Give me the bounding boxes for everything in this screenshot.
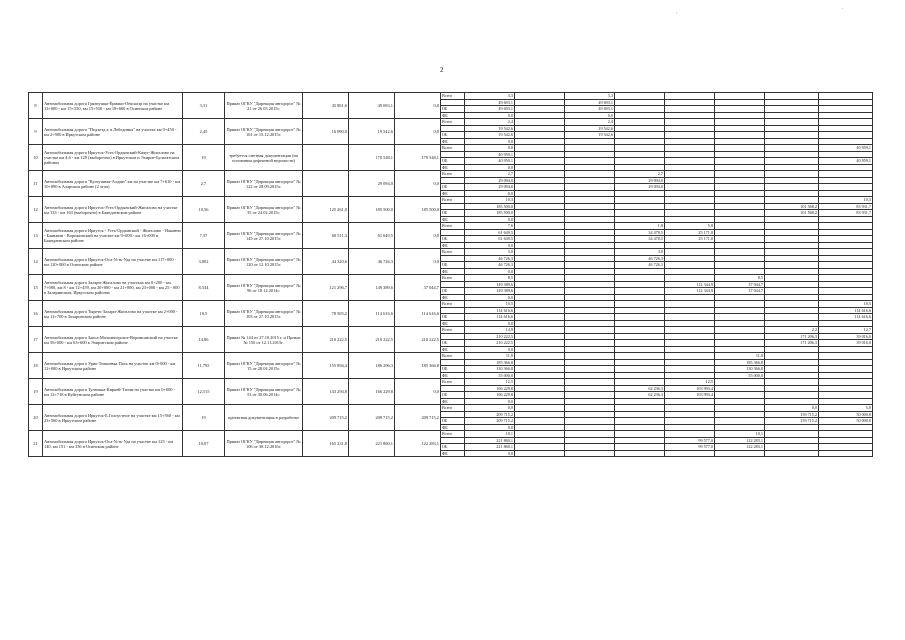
document-ref: Приказ ОГКУ "Дирекция автодорог" № 53 от 30.06.2014г. [225,379,303,405]
year-value: 114 616,6 [819,314,873,321]
total-cost: 209 715,2 [349,405,395,431]
year-value: 49 693,1 [465,106,515,113]
funding-label: ОБ [441,314,465,321]
remaining-cost: 209 715,2 [395,405,441,431]
estimated-cost [303,145,349,171]
year-value: 46 726,3 [615,262,665,269]
row-number: 18 [29,353,43,379]
estimated-cost: 209 715,2 [303,405,349,431]
total-cost: 149 389,6 [349,275,395,301]
estimated-cost: 78 505,2 [303,301,349,327]
year-value: 10,5 [465,301,515,308]
row-number: 14 [29,249,43,275]
year-value: 185 500,0 [465,203,515,210]
road-name: Автомобильная дорога Иркутск-Усть-Ордынский-Качуг-Жигалово на участке км 4,6 - км 129 (выборочно) в Иркутском и Эхирит-Булагатском районах [43,145,183,171]
funding-label: ОБ [441,158,465,165]
funding-label: ОБ [441,262,465,269]
road-length: 2,7 [183,171,225,197]
road-length: 3,002 [183,249,225,275]
row-number: 15 [29,275,43,301]
funding-label: Всего [441,301,465,308]
year-value: 83 931,7 [819,210,873,217]
year-value: 39 016,0 [819,333,873,340]
funding-label: ФБ [441,424,465,431]
year-value: 114 616,6 [465,307,515,314]
road-name: Автомобильная дорога Грязнушка-Ёрмаки-Оёкскоэр на участке км 13+000 - км 15+550, км 15+550 - км 18+660 в Осинском районе [43,93,183,119]
document-ref: Приказ ОГКУ "Дирекция автодорог" № 122 от 28.09.2015г. [225,171,303,197]
estimated-cost: 45 801,6 [303,93,349,119]
year-value: 114 616,6 [465,314,515,321]
funding-label: ФБ [441,320,465,327]
remaining-cost: 0,0 [395,249,441,275]
year-value: 10,1 [715,431,765,438]
year-value: 11,8 [715,353,765,360]
year-value: 25 171,0 [665,236,715,243]
year-value [665,450,715,457]
year-value: 101 568,2 [765,203,819,210]
estimated-cost: 121 296,7 [303,275,349,301]
year-value: 2,4 [565,119,615,126]
row-number: 20 [29,405,43,431]
year-value: 130 366,8 [465,366,515,373]
year-value: 0,0 [465,164,515,171]
year-value: 3,0 [615,249,665,256]
estimated-cost: 210 222,5 [303,327,349,353]
year-value: 171 206,3 [765,333,819,340]
year-value: 0,0 [465,424,515,431]
funding-label: ФБ [441,216,465,223]
year-value: 12,5 [665,379,715,386]
year-value: 101 568,2 [765,210,819,217]
total-cost: 29 094,0 [349,171,395,197]
road-name: Автомобильная дорога "Култушная-Алдын" км на участке км 7+610 - км 10+090 в Аларском районе (2 этап) [43,171,183,197]
year-value: 159 715,2 [765,418,819,425]
year-value: 83 931,7 [819,203,873,210]
road-length: 11,795 [183,353,225,379]
remaining-cost: 0,0 [395,171,441,197]
year-value: 0,0 [465,190,515,197]
corner-mark: , [676,10,678,15]
year-value: 0,0 [465,268,515,275]
year-value: 40 959,1 [465,158,515,165]
year-value: 159 715,2 [765,411,819,418]
funding-label: Всего [441,431,465,438]
estimated-cost [303,171,349,197]
year-value: 49 693,1 [565,99,615,106]
year-value: 185 366,8 [465,359,515,366]
funding-label: Всего [441,379,465,386]
estimated-cost: 16 090,0 [303,119,349,145]
remaining-cost: 114 616,6 [395,301,441,327]
funding-label: ОБ [441,106,465,113]
year-value: 185 500,0 [465,210,515,217]
year-value [515,450,565,457]
year-value: 12,5 [465,379,515,386]
funding-label: ФБ [441,242,465,249]
year-value: 39 016,0 [819,340,873,347]
year-value: 19 542,6 [465,125,515,132]
funding-label: Всего [441,405,465,412]
year-value: 40 959,1 [819,145,873,152]
funding-label: ОБ [441,444,465,451]
remaining-cost: 185 366,8 [395,353,441,379]
year-value: 19 542,6 [565,132,615,139]
corner-mark: . [842,6,844,11]
road-length: 8,534 [183,275,225,301]
funding-label: Всего [441,145,465,152]
funding-label: Всего [441,275,465,282]
total-cost: 61 649,5 [349,223,395,249]
remaining-cost: 185 500,0 [395,197,441,223]
year-value: 2,7 [465,171,515,178]
year-value: 10,5 [819,301,873,308]
total-cost: 166 229,8 [349,379,395,405]
remaining-cost: 210 222,5 [395,327,441,353]
year-value: 40 959,1 [819,158,873,165]
year-value: 2,2 [765,327,819,334]
year-value: 19 542,6 [565,125,615,132]
year-value: 5,8 [665,223,715,230]
total-cost: 221 860,1 [349,431,395,457]
year-value [819,450,873,457]
funding-label: ОБ [441,132,465,139]
funding-label: ОБ [441,340,465,347]
year-value: 0,0 [465,320,515,327]
year-value: 25 171,0 [665,229,715,236]
total-cost: 114 616,6 [349,301,395,327]
document-ref: Приказ ОГКУ "Дирекция автодорог" № 145 от 27.10.2015г. [225,223,303,249]
year-value: 0,0 [465,145,515,152]
year-value: 185 366,8 [715,359,765,366]
year-value: 61 649,5 [465,229,515,236]
row-number: 21 [29,431,43,457]
year-value: 55 000,0 [465,372,515,379]
year-value: 99 577,0 [665,437,715,444]
year-value: 29 094,0 [615,184,665,191]
road-name: Автомобильная дорога Иркутск-Оса-Усть-Уда на участке км 125 - км 140, км 151 - км 156 в Осинском районе [43,431,183,457]
funding-label: Всего [441,327,465,334]
year-value [615,450,665,457]
year-value: 130 366,8 [715,366,765,373]
funding-label: ФБ [441,138,465,145]
road-length: 7,57 [183,223,225,249]
funding-label: ОБ [441,210,465,217]
year-value: 8,5 [715,275,765,282]
document-ref: Приказ № 144 от 27.10.2015 г. и Приказ № 150 от 12.11.2015г. [225,327,303,353]
document-ref: проектная документация в разработке [225,405,303,431]
year-value: 49 693,1 [565,106,615,113]
total-cost: 19 542,6 [349,119,395,145]
funding-label: Всего [441,249,465,256]
year-value: 0,0 [465,138,515,145]
year-value: 209 715,2 [465,411,515,418]
year-value: 29 094,0 [465,177,515,184]
funding-label: ОБ [441,366,465,373]
year-value [765,450,819,457]
year-value: 8,5 [465,275,515,282]
remaining-cost: 170 548,1 [395,145,441,171]
road-length: 3,31 [183,93,225,119]
total-cost: 170 548,1 [349,145,395,171]
year-value: 0,0 [565,112,615,119]
funding-label: ФБ [441,268,465,275]
estimated-cost: 143 294,8 [303,379,349,405]
year-value: 221 860,1 [465,444,515,451]
year-value: 122 283,1 [715,437,765,444]
year-value: 0,0 [465,112,515,119]
row-number: 13 [29,223,43,249]
year-value: 62 236,3 [615,392,665,399]
total-cost: 210 222,5 [349,327,395,353]
road-name: Автомобильная дорога Иркутск-Усть-Ордынский-Жигалово на участке км 133 - км 163 (выборочно) в Баяндаевском районе [43,197,183,223]
funding-label: ФБ [441,372,465,379]
year-value: 1,8 [615,223,665,230]
year-value: 0,0 [465,294,515,301]
funding-label: ОБ [441,392,465,399]
year-value: 7,6 [465,223,515,230]
row-number: 16 [29,301,43,327]
year-value: 3,3 [465,93,515,100]
year-value: 99 577,0 [665,444,715,451]
year-value: 61 649,5 [465,236,515,243]
year-value: 0,0 [465,346,515,353]
road-name: Автомобильная дорога Заиса-Малоангорское-Воринсанский на участке км 56+000 - км 63+600 в Эхиритском районе [43,327,183,353]
funding-label: ФБ [441,398,465,405]
road-length: 14,86 [183,327,225,353]
remaining-cost: 37 044,7 [395,275,441,301]
road-name: Автомобильная дорога "Подъезд к п.Лебединка" на участке км 0+450 - км 2+900 в Иркутском районе [43,119,183,145]
document-ref: Приказ ОГКУ "Дирекция автодорог" № 96 от 18.12.2014г. [225,275,303,301]
year-value: 19 542,6 [465,132,515,139]
year-value: 62 236,3 [615,385,665,392]
year-value: 46 726,3 [465,262,515,269]
year-value: 0,0 [465,450,515,457]
road-length: 10,5 [183,301,225,327]
year-value: 210 222,5 [465,340,515,347]
total-cost: 49 693,1 [349,93,395,119]
road-name: Автомобильная дорога Иркутск-Б.Голоустное на участке км 15+560 - км 23+560 в Иркутском районе [43,405,183,431]
year-value: 12,7 [819,327,873,334]
funding-label: Всего [441,353,465,360]
funding-label: ФБ [441,346,465,353]
road-length: 2,45 [183,119,225,145]
year-value: 149 389,6 [465,281,515,288]
year-value: 34 478,5 [615,229,665,236]
year-value: 2,4 [465,119,515,126]
row-number: 10 [29,145,43,171]
funding-label: Всего [441,197,465,204]
year-value: 0,0 [465,216,515,223]
year-value: 46 726,3 [465,255,515,262]
year-value: 0,0 [465,405,515,412]
year-value: 50 000,0 [819,411,873,418]
funding-label: Всего [441,171,465,178]
road-name: Автомобильная дорога Урик-Типшевка Пась на участке км 0+000 - км 12+000 в Иркутском районе [43,353,183,379]
year-value: 34 478,5 [615,236,665,243]
estimated-cost: 60 511,3 [303,223,349,249]
document-ref: Приказ ОГКУ "Дирекция автодорог" № 35 от 24.02.2015г. [225,197,303,223]
funding-label: Всего [441,223,465,230]
road-name: Автомобильная дорога Тыреть-Залари-Жигалово на участке км 2+000 - км 12+700 в Заларинском районе [43,301,183,327]
total-cost: 185 500,0 [349,197,395,223]
row-number: 9 [29,119,43,145]
year-value: 10,1 [465,431,515,438]
document-ref: Приказ ОГКУ "Дирекция автодорог" № 21 от 26.03.2015г. [225,93,303,119]
road-length: 19 [183,405,225,431]
document-ref: Приказ ОГКУ "Дирекция автодорог" № 106 от 30.12.2016г. [225,431,303,457]
year-value: 112 344,9 [665,281,715,288]
year-value: 103 993,4 [665,392,715,399]
row-number: 12 [29,197,43,223]
row-number: 17 [29,327,43,353]
row-number: 19 [29,379,43,405]
road-name: Автомобильная дорога Иркутск-Оса-Усть-Уда на участке км 117+000 - км 120+000 в Осинском районе [43,249,183,275]
funding-label: ОБ [441,418,465,425]
road-name: Автомобильная дорога Залари-Жигалово на участках км 0+200 - км 7+000, км 8 - км 12+459, км 20+000 - км 21+000, км 23+000 - км 25 - 000 в Заларинском, Иркутском районах [43,275,183,301]
total-cost: 186 296,3 [349,353,395,379]
year-value: 2,7 [615,171,665,178]
road-length: 12,515 [183,379,225,405]
funding-label: ФБ [441,450,465,457]
document-ref: Приказ ОГКУ "Дирекция автодорог" № 161 от 15.12.2015г. [225,119,303,145]
year-value: 11,8 [465,353,515,360]
year-value: 37 044,7 [715,288,765,295]
estimated-cost: 44 320,6 [303,249,349,275]
year-value: 209 715,2 [465,418,515,425]
road-length: 19 [183,145,225,171]
year-value: 3,3 [565,93,615,100]
remaining-cost: 0,0 [395,223,441,249]
funding-label: ФБ [441,294,465,301]
remaining-cost: 122 283,1 [395,431,441,457]
year-value: 55 000,0 [715,372,765,379]
document-ref: Приказ ОГКУ "Дирекция автодорог" № 15 от 28.04.2015г. [225,353,303,379]
year-value: 0,0 [465,398,515,405]
program-table [28,92,873,457]
funding-label: ФБ [441,190,465,197]
year-value: 46 726,3 [615,255,665,262]
document-ref: Приказ ОГКУ "Дирекция автодорог" № 120 от 12.10.2015г. [225,249,303,275]
year-value: 210 222,5 [465,333,515,340]
remaining-cost: 0,0 [395,379,441,405]
year-value: 166 229,8 [465,392,515,399]
remaining-cost: 0,0 [395,119,441,145]
year-value: 49 693,1 [465,99,515,106]
funding-label: ФБ [441,164,465,171]
funding-label: ОБ [441,184,465,191]
year-value: 50 000,0 [819,418,873,425]
year-value: 149 389,6 [465,288,515,295]
road-name: Автомобильная дорога Иркутск - Усть-Ордынский - Жигалово - Наканно - Баянжин - Ворожинский на участке км 9+000 - км 16+000 в Баяндаевском районе [43,223,183,249]
road-length: 10,56 [183,197,225,223]
year-value: 10,3 [819,197,873,204]
funding-label: ОБ [441,236,465,243]
year-value: 5,0 [819,405,873,412]
funding-label: ФБ [441,112,465,119]
year-value: 112 344,9 [665,288,715,295]
year-value: 114 616,6 [819,307,873,314]
year-value: 171 206,3 [765,340,819,347]
year-value: 0,0 [465,242,515,249]
road-length: 10,07 [183,431,225,457]
funding-label: ОБ [441,288,465,295]
year-value: 14,9 [465,327,515,334]
year-value: 221 860,1 [465,437,515,444]
year-value [715,450,765,457]
total-cost: 46 726,3 [349,249,395,275]
year-value: 10,3 [465,197,515,204]
row-number: 11 [29,171,43,197]
row-number: 8 [29,93,43,119]
year-value [565,450,615,457]
document-ref: требуется сметная документация (на основании дефектной ведомости) [225,145,303,171]
year-value: 103 993,4 [665,385,715,392]
funding-label: Всего [441,93,465,100]
estimated-cost: 155 894,4 [303,353,349,379]
year-value: 40 959,1 [465,151,515,158]
year-value: 37 044,7 [715,281,765,288]
year-value: 29 094,0 [465,184,515,191]
document-ref: Приказ ОГКУ "Дирекция автодорог" № 103 от 27.10.2015г. [225,301,303,327]
year-value: 166 229,8 [465,385,515,392]
year-value: 122 283,1 [715,444,765,451]
year-value: 3,0 [465,249,515,256]
year-value: 0,0 [765,405,819,412]
estimated-cost: 125 261,0 [303,197,349,223]
estimated-cost: 165 231,8 [303,431,349,457]
year-value: 29 094,0 [615,177,665,184]
road-name: Автомобильная дорога Тулюшка-Киркей-Тагим на участке км 0+000 - км 12+718 в Куйтунском районе [43,379,183,405]
page-number: 2 [440,66,444,74]
remaining-cost: 0,0 [395,93,441,119]
funding-label: Всего [441,119,465,126]
